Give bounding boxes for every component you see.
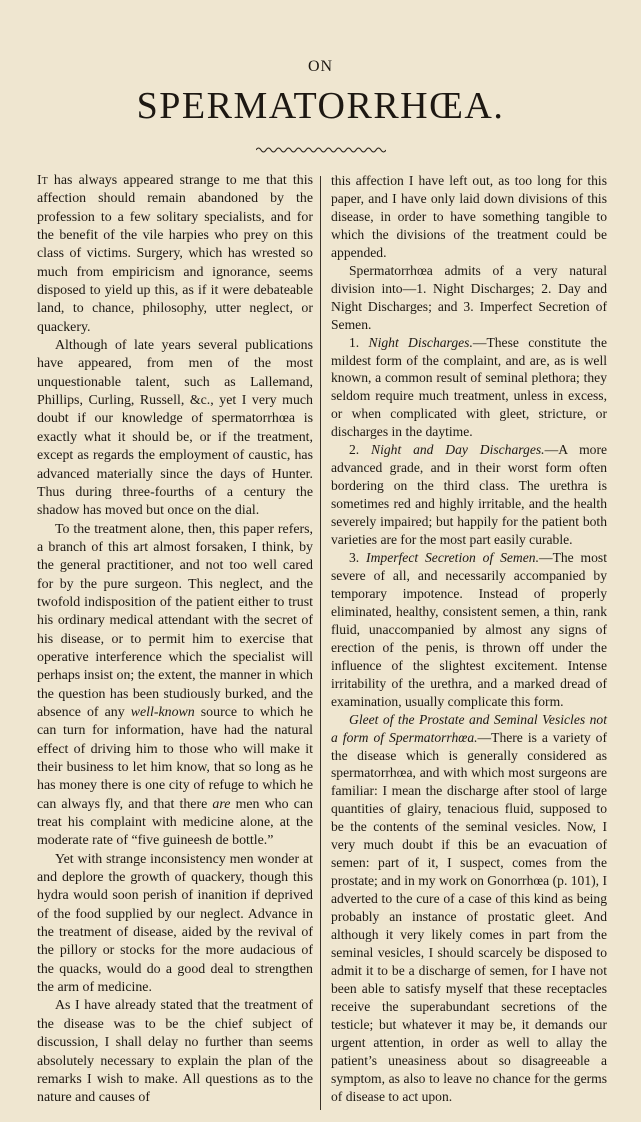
emphasis: are xyxy=(212,796,231,812)
emphasis: well-known xyxy=(130,704,195,720)
paragraph-text: —The most severe of all, and necessarily accompanied by temporary impotence. Instead of properly eliminated, healthy, consistent semen, a thin, rank fluid, unaccompanied by almost any signs of erection of the penis, is thrown off under the influence of the slightest excitement. Intense irritability of the urethra, and a marked dread of examination, usually complicate this form. xyxy=(331,550,607,709)
heading-on: ON xyxy=(307,58,334,75)
paragraph-text: has always appeared strange to me that this affection should remain abandoned by the profession to a few solitary specialists, and for the benefit of the vile harpies who prey on this class of victims. Surgery, which has wrested so much from empiricism and ignorance, seems disposed to yield up this, as if it were debateable land, to chance, philosophy, utter neglect, or quackery. xyxy=(37,173,313,335)
paragraph-text: —There is a variety of the disease which is generally considered as spermatorrhœa, and with which most surgeons are familiar: I mean the discharge after stool of large quantities of glairy, tenacious fluid, supposed to be the contents of the seminal vesicles. Now, I very much doubt if this be an evacuation of semen: part of it, I suspect, comes from the prostate; and in my work on Gonorrhœa (p. 101), I adverted to the cure of a case of this kind as being probably an instance of prostatic gleet. And although it very likely comes in part from the seminal vesicles, I should scarcely be disposed to admit it to be a discharge of semen, for I have not been able to satisfy myself that these receptacles receive the superabundant secretions of the testicle; but whatever it may be, it demands our urgent attention, in order as well to allay the patient’s uneasiness about so disagreeable a symptom, as also to leave no chance for the germs of disease to act upon. xyxy=(331,729,607,1104)
ornament-rule-icon xyxy=(256,146,386,154)
paragraph xyxy=(331,334,607,442)
paragraph xyxy=(331,441,607,549)
paragraph xyxy=(331,549,607,711)
lead-word: It xyxy=(37,173,48,188)
paragraph: Yet with strange inconsistency men wonder at and deplore the growth of quackery, though this hydra would soon perish of inanition if deprived of the food supplied by our neglect. Advance in the treatment of disease, aided by the revival of the pillory or stocks for the more audacious of the quacks, would do a good deal to strengthen the arm of medicine. xyxy=(37,851,313,996)
paragraph: Although of late years several publications have appeared, from men of the most unquestionable talent, such as Lallemand, Phillips, Curling, Russell, &c., yet I very much doubt if our knowledge of spermatorrhœa is exactly what it should be, or if the treatment, except as regards the employment of caustic, has advanced materially since the days of Hunter. Thus during three-fourths of a century the shadow has moved but once on the dial. xyxy=(37,338,313,519)
paragraph xyxy=(331,711,607,1106)
paragraph-text: —These constitute the mildest form of the complaint, and are, as is well known, a common result of seminal plethora; they seldom require much treatment, unless in excess, or when complicated with gleet, stricture, or discharges in the daytime. xyxy=(331,334,607,440)
section-number: 2. xyxy=(349,442,372,458)
paragraph-text: men who can treat his complaint with medicine alone, at the moderate rate of “five guineesh de bottle.” xyxy=(37,796,313,849)
column-divider xyxy=(320,176,321,1110)
paragraph-text: —A more advanced grade, and in their worst form often bordering on the third class. The urethra is sometimes red and highly irritable, and the health severely impaired; but happily for the patient both varieties are for the most part easily curable. xyxy=(331,442,608,548)
section-heading: Night and Day Discharges. xyxy=(371,442,545,458)
section-number: 1. xyxy=(349,334,369,350)
section-heading: Gleet of the Prostate and Seminal Vesicles not a form of Spermatorrhœa. xyxy=(331,711,607,745)
paragraph: As I have already stated that the treatment of the disease was to be the chief subject of discussion, I shall delay no further than seems absolutely necessary to explain the plan of the remarks I wish to make. All questions as to the nature and causes of xyxy=(37,998,313,1106)
right-column xyxy=(331,172,607,1106)
paragraph-text: To the treatment alone, then, this paper refers, a branch of this art almost forsaken, I think, by the general practitioner, and not too well cared for by the pure surgeon. This neglect, and the twofold indisposition of the patient either to trust his ordinary medical attendant with the secret of his disease, or to permit him to exercise that operative interference which the specialist will perhaps insist on; the extent, the manner in which the question has been studiously burked, and the absence of any xyxy=(37,521,313,720)
paragraph: Spermatorrhœa admits of a very natural division into—1. Night Discharges; 2. Day and Night Discharges; and 3. Imperfect Secretion of Semen. xyxy=(331,262,607,332)
left-column xyxy=(37,172,313,1108)
section-heading: Night Discharges. xyxy=(368,334,473,350)
paragraph: this affection I have left out, as too long for this paper, and I have only laid down divisions of this disease, in order to have something tangible to which the divisions of the treatment could be appended. xyxy=(331,173,607,260)
page-title: SPERMATORRHŒA. xyxy=(136,85,505,127)
paragraph xyxy=(37,521,313,851)
paragraph-text: source to which he can turn for information, have had the natural effect of driving him to those who will make it their business to let him know, that so long as he has money there is one city of refuge to which he can always fly, and that there xyxy=(37,704,313,812)
section-number: 3. xyxy=(349,550,367,566)
section-heading: Imperfect Secretion of Semen. xyxy=(366,550,539,566)
paragraph xyxy=(37,172,313,337)
